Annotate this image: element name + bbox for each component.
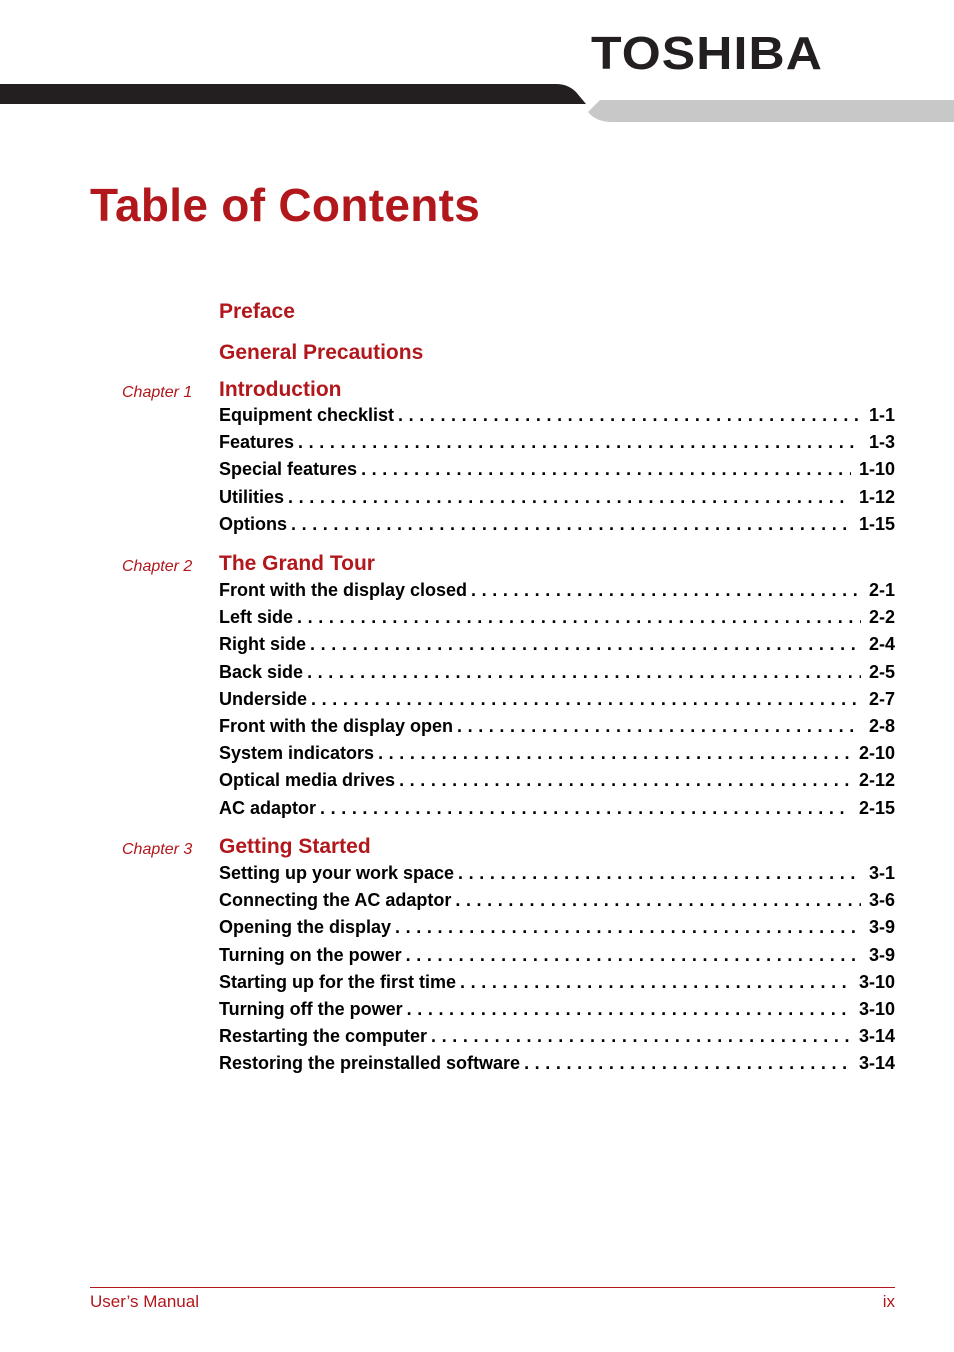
toc-entry-page: 2-7: [868, 688, 895, 709]
toc-entry-page: 1-3: [868, 432, 895, 453]
toc-entry-page: 2-10: [858, 743, 895, 764]
toc-entry[interactable]: [219, 890, 895, 914]
toc-entry-title: Back side: [219, 661, 304, 682]
chapter-title-link[interactable]: The Grand Tour: [219, 552, 375, 575]
toc-entry-title: Utilities: [219, 486, 285, 507]
toc-entry-title: System indicators: [219, 743, 375, 764]
dot-leader: [407, 999, 851, 1020]
toc-entry-title: Restoring the preinstalled software: [219, 1053, 521, 1074]
dot-leader: [361, 459, 851, 480]
toc-entry-page: 1-12: [858, 486, 895, 507]
toc-entry-title: Features: [219, 432, 295, 453]
toc-entry-page: 2-15: [858, 797, 895, 818]
dot-leader: [291, 514, 851, 535]
dot-leader: [458, 863, 861, 884]
header-bar: [0, 84, 954, 124]
toc-entry-title: Front with the display open: [219, 716, 453, 736]
toc-entry-title: Right side: [219, 634, 307, 655]
footer-page-number: ix: [882, 1292, 895, 1311]
dot-leader: [307, 662, 861, 683]
chapter-label: Chapter 2: [122, 558, 193, 575]
toc-entry-page: 3-6: [868, 890, 895, 911]
toc-entry-title: Options: [219, 513, 287, 534]
toc-entry-page: 2-8: [868, 716, 895, 736]
toc-entry-title: Equipment checklist: [219, 405, 395, 425]
toc-entry-page: 3-9: [868, 917, 895, 938]
chapter-label: Chapter 1: [122, 384, 193, 401]
toc-entry-title: Opening the display: [219, 917, 392, 938]
toc-entry[interactable]: [219, 972, 895, 996]
dot-leader: [378, 743, 851, 764]
dot-leader: [298, 432, 861, 453]
toc-entry[interactable]: [219, 1026, 895, 1050]
dot-leader: [311, 689, 861, 710]
dot-leader: [395, 917, 861, 938]
toc-entry-page: 2-5: [868, 661, 895, 682]
dot-leader: [460, 972, 851, 993]
toc-entry-page: 3-14: [858, 1053, 895, 1074]
toc-entry-page: 2-1: [868, 580, 895, 600]
toc-entry[interactable]: [219, 798, 895, 822]
toc-entry[interactable]: [219, 405, 895, 429]
toc-entry[interactable]: [219, 580, 895, 604]
toc-entry[interactable]: [219, 917, 895, 941]
toc-entry[interactable]: [219, 487, 895, 511]
toc-entry[interactable]: [219, 634, 895, 658]
toc-entry[interactable]: [219, 514, 895, 538]
toc-entry[interactable]: [219, 607, 895, 631]
footer-manual-name: User’s Manual: [90, 1292, 199, 1311]
toc-entry-page: 2-12: [858, 770, 895, 791]
toc-entry-title: Restarting the computer: [219, 1026, 428, 1047]
dot-leader: [431, 1026, 851, 1047]
toc-entry-title: Turning off the power: [219, 999, 403, 1019]
toc-entry-page: 2-2: [868, 607, 895, 628]
toc-entry-page: 3-14: [858, 1026, 895, 1047]
svg-text:TOSHIBA: TOSHIBA: [591, 30, 823, 75]
toc-entry-title: Underside: [219, 688, 308, 709]
toc-entry-title: Setting up your work space: [219, 863, 455, 883]
dot-leader: [399, 770, 851, 791]
dot-leader: [288, 487, 851, 508]
toc-entry-page: 3-9: [868, 944, 895, 965]
toc-entry[interactable]: [219, 689, 895, 713]
toshiba-logo: [590, 30, 825, 75]
dot-leader: [320, 798, 851, 819]
dot-leader: [406, 945, 861, 966]
toc-entry-title: Left side: [219, 607, 294, 628]
toc-entry-page: 1-1: [868, 405, 895, 425]
toc-entry[interactable]: [219, 770, 895, 794]
toc-entry-page: 2-4: [868, 634, 895, 655]
dot-leader: [471, 580, 861, 601]
toc-entry-title: Front with the display closed: [219, 580, 468, 600]
toc-entry[interactable]: [219, 459, 895, 483]
toc-entry[interactable]: [219, 1053, 895, 1077]
chapter-title-link[interactable]: Getting Started: [219, 835, 371, 858]
toc-entry-page: 3-10: [858, 999, 895, 1019]
toc-entry[interactable]: [219, 716, 895, 740]
dot-leader: [455, 890, 861, 911]
chapter-label: Chapter 3: [122, 841, 193, 858]
dot-leader: [310, 634, 861, 655]
footer-rule: [90, 1287, 895, 1288]
page-title: Table of Contents: [90, 179, 481, 231]
toc-preface-link[interactable]: Preface: [219, 300, 295, 323]
dot-leader: [524, 1053, 851, 1074]
toc-entry-title: Special features: [219, 459, 358, 480]
toc-entry[interactable]: [219, 662, 895, 686]
toc-entry-page: 3-10: [858, 971, 895, 992]
toc-entry-page: 1-15: [858, 513, 895, 534]
toc-general-precautions-link[interactable]: General Precautions: [219, 341, 424, 364]
toc-entry-title: AC adaptor: [219, 797, 317, 818]
toc-entry-page: 3-1: [868, 863, 895, 883]
toc-entry-title: Connecting the AC adaptor: [219, 890, 452, 911]
toc-entry-title: Turning on the power: [219, 944, 402, 965]
dot-leader: [457, 716, 861, 737]
toc-entry[interactable]: [219, 432, 895, 456]
toc-entry-title: Starting up for the first time: [219, 971, 457, 992]
toc-entry-page: 1-10: [858, 459, 895, 480]
toc-entry[interactable]: [219, 999, 895, 1023]
toc-entry[interactable]: [219, 743, 895, 767]
toc-entry-title: Optical media drives: [219, 770, 396, 791]
toc-entry[interactable]: [219, 945, 895, 969]
dot-leader: [297, 607, 861, 628]
dot-leader: [398, 405, 861, 426]
chapter-title-link[interactable]: Introduction: [219, 378, 342, 401]
toc-entry[interactable]: [219, 863, 895, 887]
